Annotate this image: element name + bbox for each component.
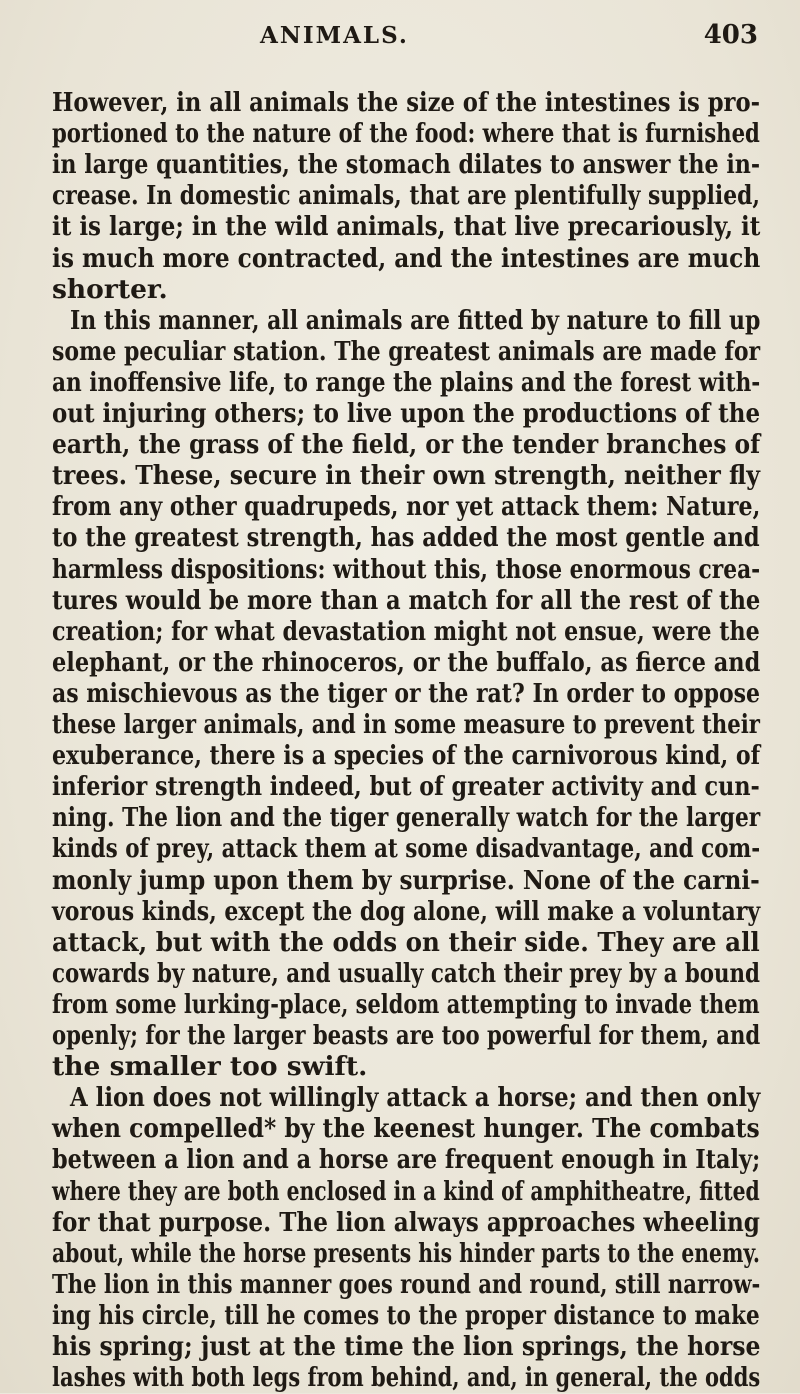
text-line: from any other quadrupeds, nor yet attack them: Nature,: [52, 491, 761, 523]
text-line: monly jump upon them by surprise. None of the carni-: [52, 864, 760, 896]
text-line: A lion does not willingly attack a horse; and then only: [70, 1082, 761, 1114]
text-line: these larger animals, and in some measure to prevent their: [52, 709, 760, 740]
text-line: elephant, or the rhinoceros, or the buffalo, as fierce and: [52, 646, 761, 678]
text-line: creation; for what devastation might not ensue, were the: [52, 615, 760, 647]
text-line: openly; for the larger beasts are too powerful for them, and: [52, 1020, 761, 1051]
text-line: earth, the grass of the field, or the tender branches of: [52, 429, 761, 461]
text-line: shorter.: [52, 273, 168, 305]
text-line: to the greatest strength, has added the most gentle and: [52, 522, 760, 554]
text-line: inferior strength indeed, but of greater activity and cun-: [52, 771, 760, 803]
text-line: where they are both enclosed in a kind of amphitheatre, fitted: [52, 1175, 760, 1207]
text-line: between a lion and a horse are frequent enough in Italy;: [52, 1144, 761, 1176]
text-line: about, while the horse presents his hinder parts to the enemy.: [52, 1237, 760, 1269]
text-line: lashes with both legs from behind, and, in general, the odds: [52, 1362, 761, 1394]
text-line: harmless dispositions: without this, those enormous crea-: [52, 553, 761, 585]
text-line: ing his circle, till he comes to the proper distance to make: [52, 1299, 760, 1331]
text-line: cowards by nature, and usually catch their prey by a bound: [52, 957, 760, 989]
text-line: attack, but with the odds on their side. They are all: [52, 926, 760, 958]
page-header: [0, 20, 800, 60]
text-line: kinds of prey, attack them at some disadvantage, and com-: [52, 833, 761, 865]
text-line: for that purpose. The lion always approaches wheeling: [52, 1206, 760, 1238]
text-line: trees. These, secure in their own strength, neither fly: [52, 460, 760, 492]
text-line: tures would be more than a match for all the rest of the: [52, 584, 761, 616]
text-line: when compelled* by the keenest hunger. The combats: [52, 1113, 760, 1145]
text-line: vorous kinds, except the dog alone, will make a voluntary: [52, 895, 761, 927]
text-line: The lion in this manner goes round and round, still narrow-: [52, 1268, 761, 1300]
text-line: is much more contracted, and the intestines are much: [52, 242, 761, 274]
text-line: an inoffensive life, to range the plains and the forest with-: [52, 366, 761, 398]
text-line: it is large; in the wild animals, that live precariously, it: [52, 211, 761, 243]
text-line: his spring; just at the time the lion springs, the horse: [52, 1331, 761, 1362]
text-line: from some lurking-place, seldom attempting to invade them: [52, 988, 760, 1020]
text-line: portioned to the nature of the food: where that is furnished: [52, 118, 760, 150]
running-head: ANIMALS.: [260, 22, 409, 49]
page-number: 403: [703, 20, 758, 50]
text-line: However, in all animals the size of the intestines is pro-: [52, 87, 761, 118]
text-line: in large quantities, the stomach dilates to answer the in-: [52, 149, 761, 181]
text-line: as mischievous as the tiger or the rat? In order to oppose: [52, 677, 760, 709]
text-line: out injuring others; to live upon the productions of the: [52, 398, 761, 429]
text-line: some peculiar station. The greatest animals are made for: [52, 335, 761, 367]
text-line: ning. The lion and the tiger generally watch for the larger: [52, 802, 761, 834]
text-line: exuberance, there is a species of the carnivorous kind, of: [52, 740, 761, 772]
text-line: the smaller too swift.: [52, 1051, 368, 1083]
text-line: In this manner, all animals are fitted by nature to fill up: [70, 304, 761, 336]
text-line: crease. In domestic animals, that are plentifully supplied,: [52, 180, 760, 212]
